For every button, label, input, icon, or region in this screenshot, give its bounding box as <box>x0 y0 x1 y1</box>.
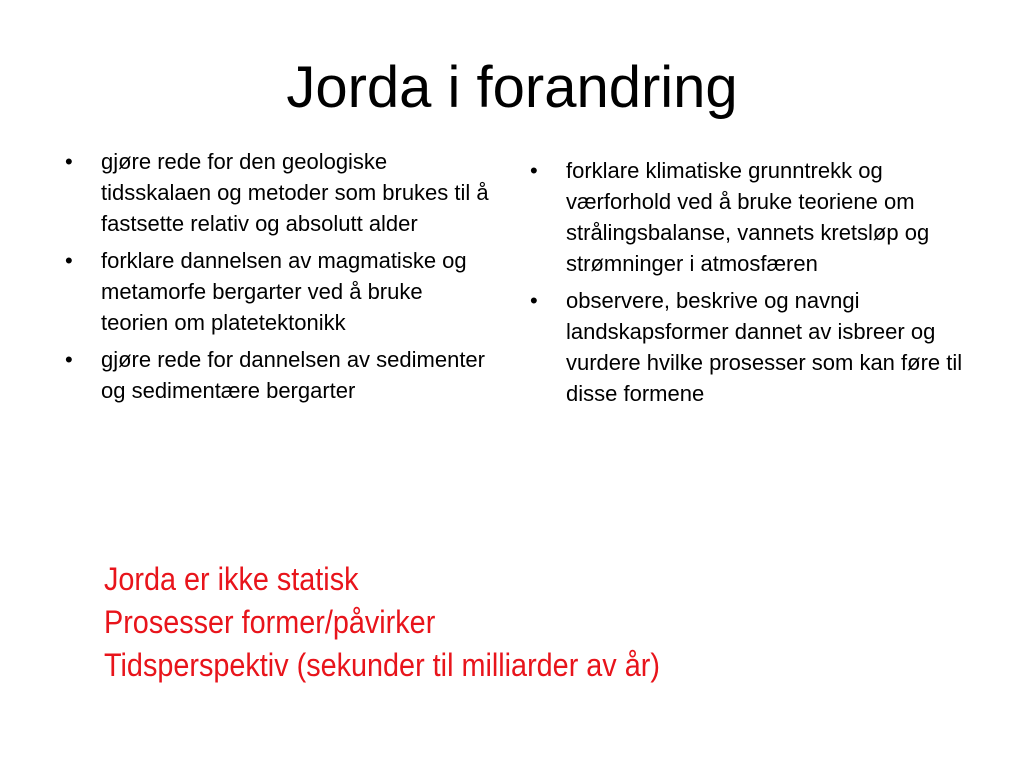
list-item <box>530 285 970 409</box>
slide-title: Jorda i forandring <box>286 55 738 120</box>
bullet-icon: • <box>65 149 73 174</box>
list-item-text: gjøre rede for den geologiske tidsskalaen og metoder som brukes til å fastsette relativ og absolutt alder <box>101 149 489 236</box>
summary-line: Jorda er ikke statisk <box>104 561 359 597</box>
list-item-text: gjøre rede for dannelsen av sedimenter og sedimentære bergarter <box>101 347 485 403</box>
list-item-text: observere, beskrive og navngi landskapsformer dannet av isbreer og vurdere hvilke prosesser som kan føre til disse formene <box>566 288 963 406</box>
list-item <box>530 155 970 279</box>
left-bullet-list <box>65 146 495 412</box>
list-item <box>65 146 495 239</box>
bullet-icon: • <box>530 288 538 313</box>
list-item-text: forklare klimatiske grunntrekk og værforhold ved å bruke teoriene om strålingsbalanse, vannets kretsløp og strømninger i atmosfæren <box>566 158 930 276</box>
list-item <box>65 344 495 406</box>
right-bullet-list <box>530 155 970 415</box>
list-item-text: forklare dannelsen av magmatiske og metamorfe bergarter ved å bruke teorien om platetektonikk <box>101 248 467 335</box>
bullet-icon: • <box>530 158 538 183</box>
summary-line: Prosesser former/påvirker <box>104 604 436 640</box>
bullet-icon: • <box>65 248 73 273</box>
list-item <box>65 245 495 338</box>
bullet-icon: • <box>65 347 73 372</box>
summary-line: Tidsperspektiv (sekunder til milliarder av år) <box>104 647 660 683</box>
summary-notes <box>104 558 824 687</box>
